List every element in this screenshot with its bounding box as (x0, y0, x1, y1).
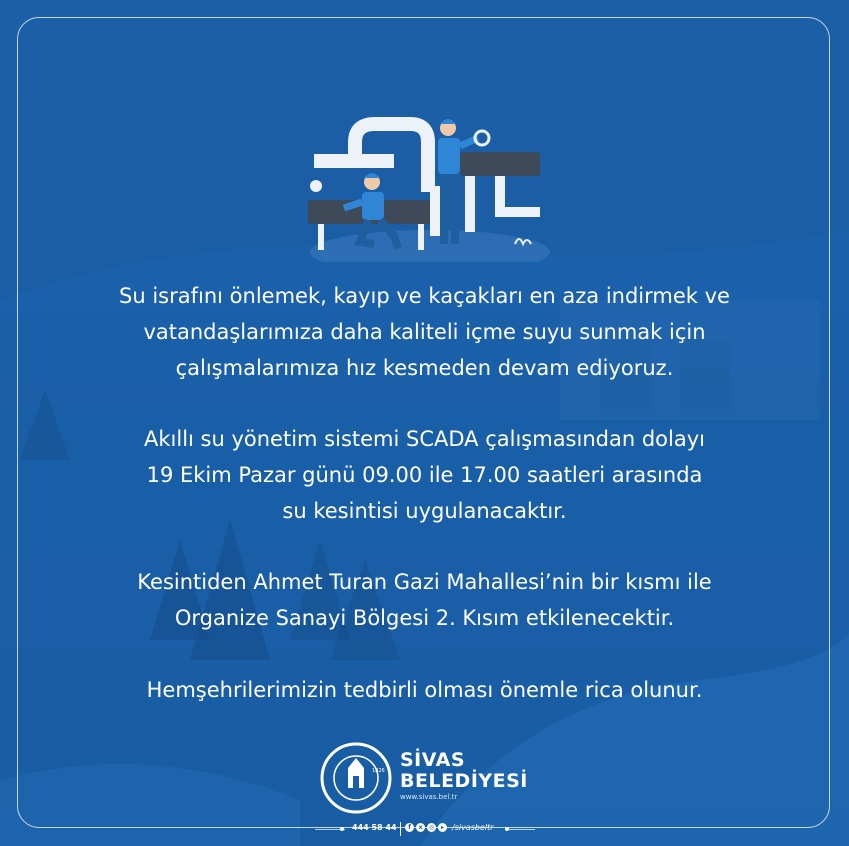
x-icon[interactable]: x (416, 823, 425, 832)
youtube-icon[interactable]: ▸ (438, 823, 447, 832)
footer-contact (0, 822, 849, 838)
website-url[interactable]: www.sivas.bel.tr (400, 793, 458, 801)
text-line: Su israfını önlemek, kayıp ve kaçakları en aza indirmek ve (119, 284, 730, 308)
paragraph-purpose (40, 278, 809, 386)
text-line: Kesintiden Ahmet Turan Gazi Mahallesi’nin bir kısmı ile (137, 570, 712, 594)
text-line: vatandaşlarımıza daha kaliteli içme suyu sunmak için (143, 320, 706, 344)
phone-number[interactable]: 444 58 44 (352, 823, 397, 832)
text-line: Hemşehrilerimizin tedbirli olması önemle rica olunur. (146, 678, 703, 702)
footer-dot-left (340, 827, 344, 831)
text-line: çalışmalarımıza hız kesmeden devam ediyoruz. (175, 356, 674, 380)
social-handle[interactable]: /sivasbeltr (452, 823, 494, 832)
text-line: Akıllı su yönetim sistemi SCADA çalışmasından dolayı (144, 427, 705, 451)
brand-name (400, 750, 528, 792)
text-line: 19 Ekim Pazar günü 09.00 ile 17.00 saatleri arasında (146, 463, 703, 487)
footer-separator (400, 822, 401, 836)
facebook-icon[interactable]: f (405, 823, 414, 832)
municipality-logo (320, 742, 540, 808)
text-line: su kesintisi uygulanacaktır. (282, 499, 567, 523)
paragraph-request (40, 672, 809, 708)
footer-rule-right (505, 829, 535, 830)
text-line: Organize Sanayi Bölgesi 2. Kısım etkilenecektir. (174, 606, 675, 630)
paragraph-affected-areas (40, 564, 809, 636)
workers-pipes-illustration (300, 112, 550, 262)
brand-name-line2: BELEDİYESİ (400, 770, 528, 792)
municipality-seal-icon (320, 742, 392, 814)
instagram-icon[interactable]: ◎ (428, 824, 435, 831)
svg-text:1826: 1826 (372, 768, 385, 774)
paragraph-outage-schedule (40, 421, 809, 529)
social-icons (405, 823, 447, 832)
brand-name-line1: SİVAS (400, 749, 466, 771)
